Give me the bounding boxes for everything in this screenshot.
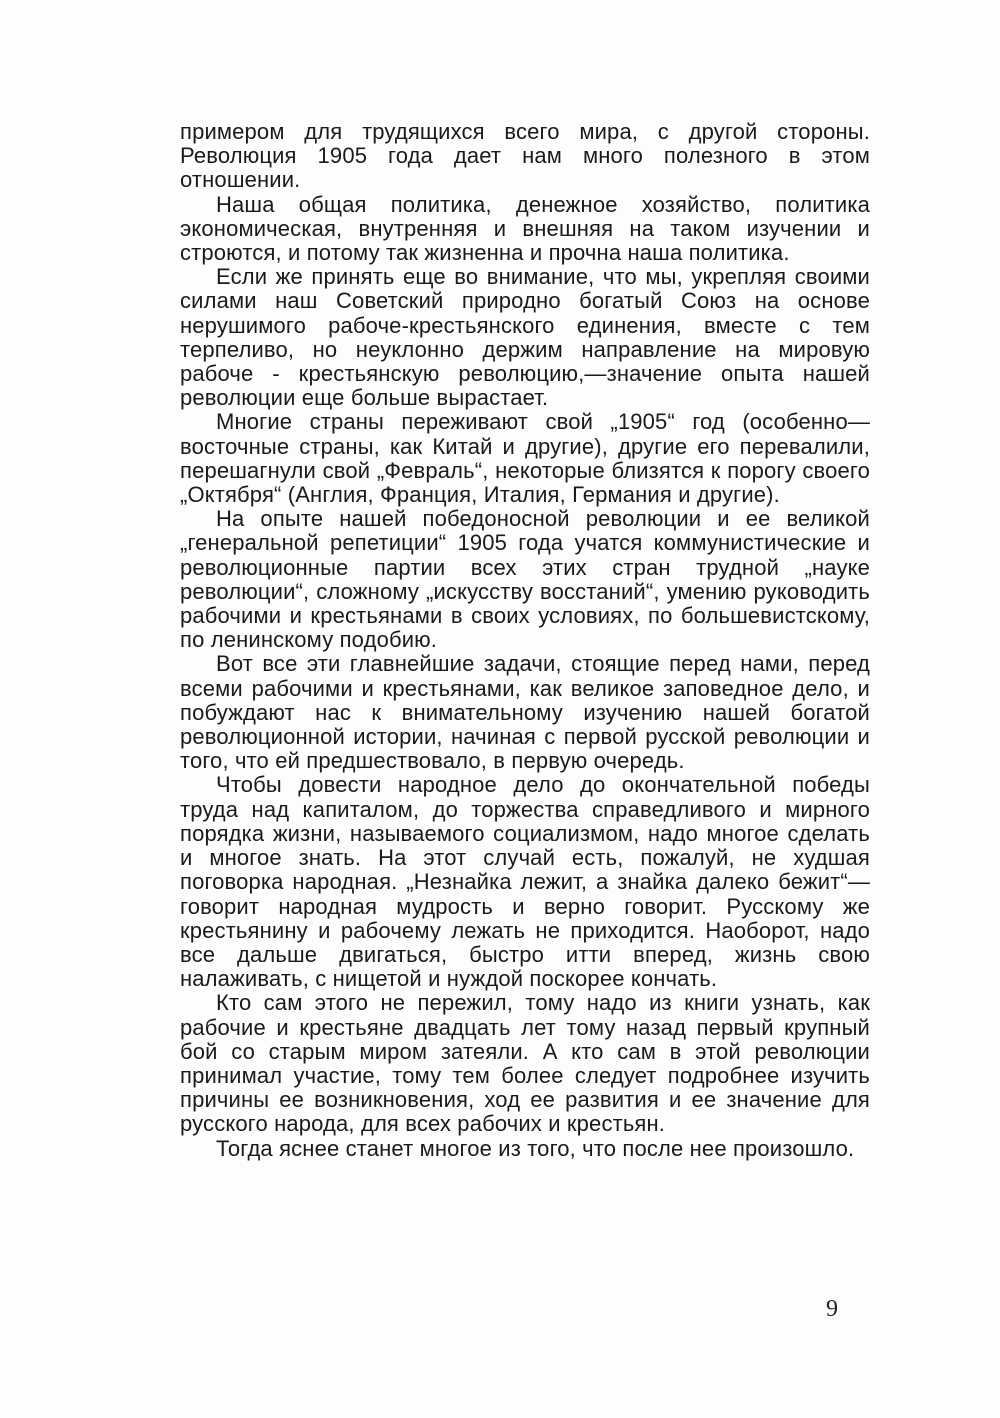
page-body-text [180,120,870,1161]
paragraph-3: Если же принять еще во внимание, что мы, укрепляя своими силами наш Советский природно богатый Союз на основе нерушимого рабоче-крестьянского единения, вместе с тем терпеливо, но неуклонно держим направление на мировую рабоче - крестьянскую революцию,—значение опыта нашей революции еще больше вырастает. [180,264,870,411]
page-number: 9 [826,1296,838,1322]
paragraph-1: примером для трудящихся всего мира, с другой стороны. Революция 1905 года дает нам много полезного в этом отношении. [180,119,870,193]
paragraph-5: На опыте нашей победоносной революции и ее великой „генеральной репетиции“ 1905 года учатся коммунистические и революционные партии всех этих стран трудной „науке революции“, сложному „искусству восстаний“, умению руководить рабочими и крестьянами в своих условиях, по большевистскому, по ленинскому подобию. [180,506,870,653]
paragraph-6: Вот все эти главнейшие задачи, стоящие перед нами, перед всеми рабочими и крестьянами, как великое заповедное дело, и побуждают нас к внимательному изучению нашей богатой революционной истории, начиная с первой русской революции и того, что ей предшествовало, в первую очередь. [180,651,870,774]
paragraph-9: Тогда яснее станет многое из того, что после нее произошло. [216,1135,855,1161]
paragraph-8: Кто сам этого не пережил, тому надо из книги узнать, как рабочие и крестьяне двадцать лет тому назад первый крупный бой со старым миром затеяли. А кто сам в этой революции принимал участие, тому тем более следует подробнее изучить причины ее возникновения, ход ее развития и ее значение для русского народа, для всех рабочих и крестьян. [180,990,870,1137]
paragraph-4: Многие страны переживают свой „1905“ год (особенно—восточные страны, как Китай и другие), другие его перевалили, перешагнули свой „Февраль“, некоторые близятся к порогу своего „Октября“ (Англия, Франция, Италия, Германия и другие). [180,409,870,508]
paragraph-7: Чтобы довести народное дело до окончательной победы труда над капиталом, до торжества справедливого и мирного порядка жизни, называемого социализмом, надо многое сделать и многое знать. На этот случай есть, пожалуй, не худшая поговорка народная. „Незнайка лежит, а знайка далеко бежит“—говорит народная мудрость и верно говорит. Русскому же крестьянину и рабочему лежать не приходится. Наоборот, надо все дальше двигаться, быстро итти вперед, жизнь свою налаживать, с нищетой и нуждой поскорее кончать. [180,772,870,992]
paragraph-2: Наша общая политика, денежное хозяйство, политика экономическая, внутренняя и внешняя на таком изучении и строются, и потому так жизненна и прочна наша политика. [180,191,870,266]
